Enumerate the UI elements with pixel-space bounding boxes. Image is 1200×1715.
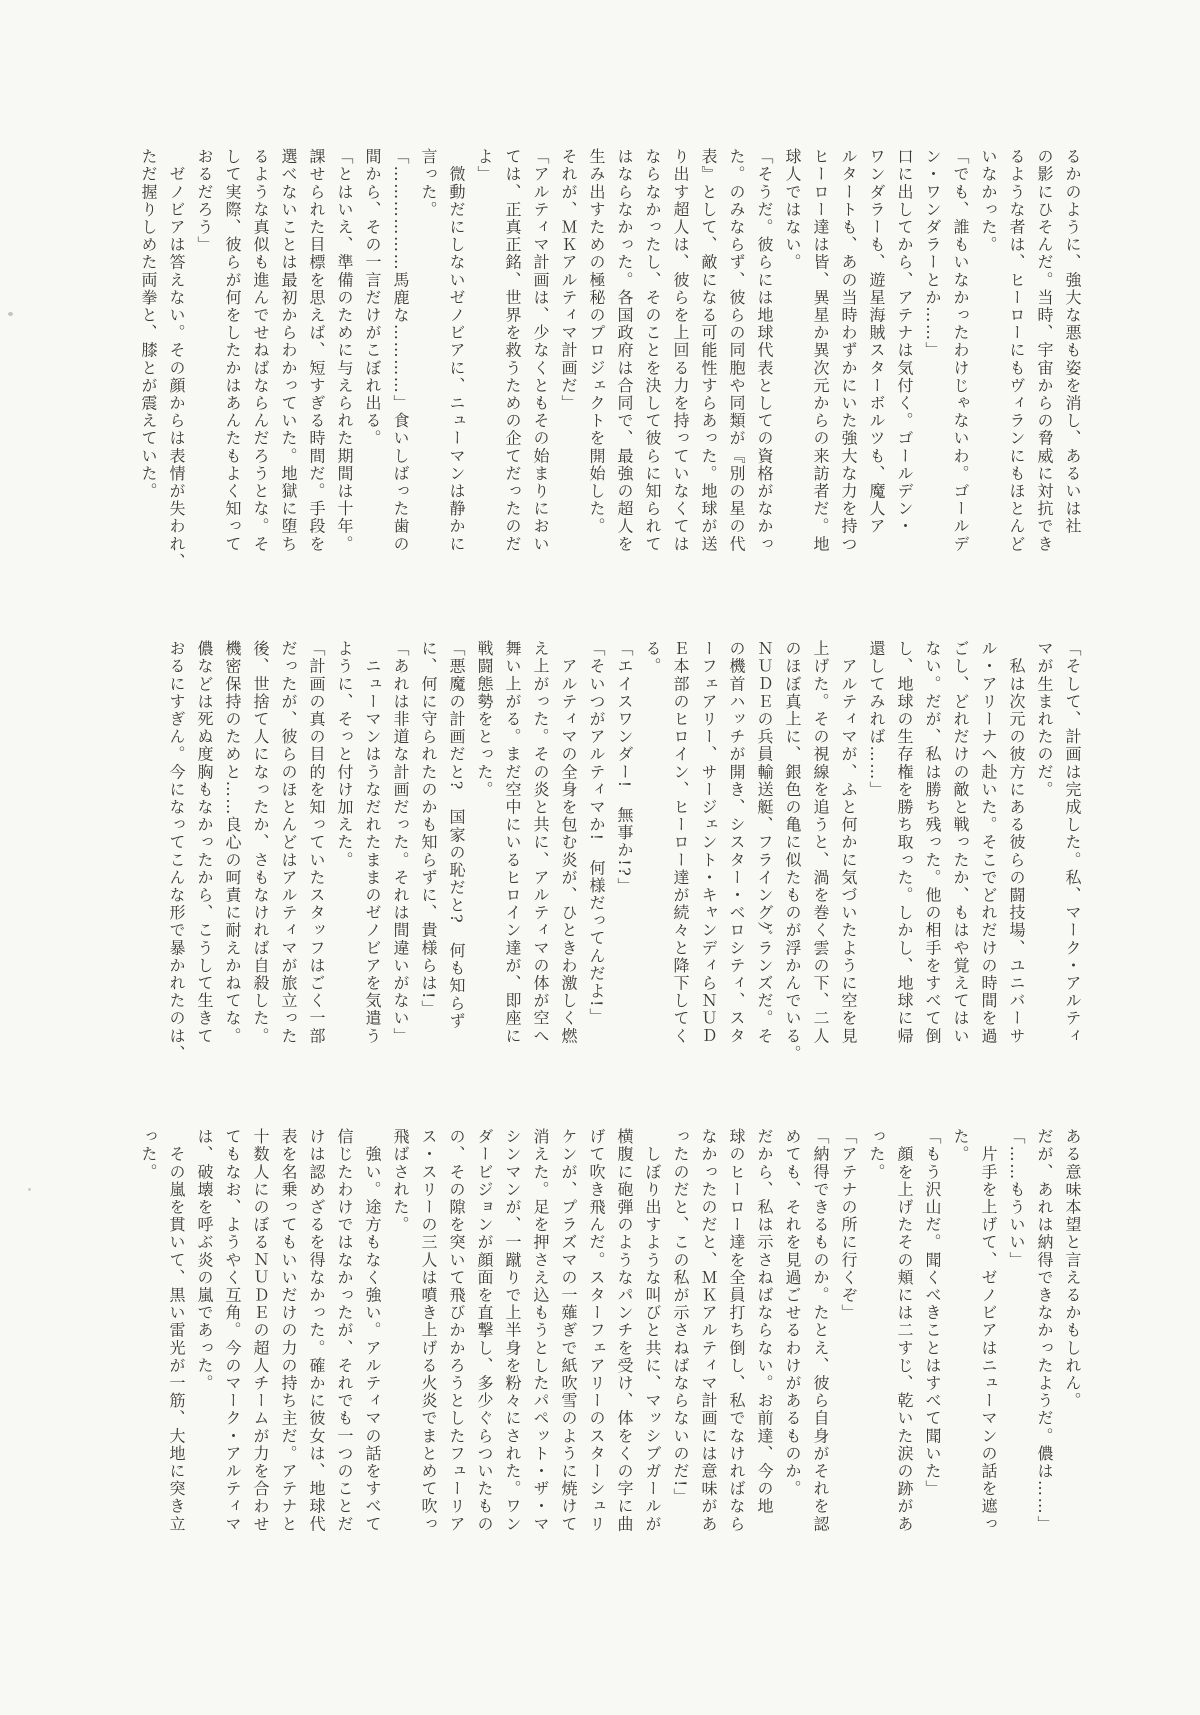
text-column: ては、正真正銘、世界を救うための企てだったのだ: [503, 148, 522, 553]
text-column: だから、私は示さねばならない。お前達、今の地: [755, 1128, 774, 1516]
text-column: 「悪魔の計画だと? 国家の恥だと? 何も知らず: [447, 640, 466, 1030]
text-column: 「納得できるものか。たとえ、彼ら自身がそれを認: [811, 1128, 830, 1533]
text-column: 上げた。その視線を追うと、渦を巻く雲の下、二人: [811, 640, 830, 1045]
text-column: ケンが、プラズマの一薙ぎで紙吹雪のように焼けて: [559, 1128, 578, 1533]
text-column: しぼり出すような叫びと共に、マッシブガールが: [643, 1128, 662, 1533]
text-column: 間から、その一言だけがこぼれ出る。: [363, 148, 382, 448]
text-column: 舞い上がる。まだ空中にいるヒロイン達が、即座に: [503, 640, 522, 1045]
text-column: し、地球の生存権を勝ち取った。しかし、地球に帰: [895, 640, 914, 1045]
text-column: った。: [867, 1128, 886, 1181]
text-column: 後、世捨て人になったか、さもなければ自殺した。: [251, 640, 270, 1045]
text-column: 「でも、誰もいなかったわけじゃないわ。ゴールデ: [951, 148, 970, 553]
text-column: に、何に守られたのかも知らずに、貴様らは!」: [419, 640, 438, 1018]
text-column: おるにすぎん。今になってこんな形で暴かれたのは、: [167, 640, 186, 1063]
scan-speck: [28, 1188, 31, 1191]
text-column: の機首ハッチが開き、シスター・ベロシティ、スタ: [727, 640, 746, 1045]
text-column: 生み出すための極秘のプロジェクトを開始した。: [587, 148, 606, 536]
text-column: る。: [643, 640, 662, 676]
text-column: るような者は、ヒーローにもヴィランにもほとんど: [1007, 148, 1026, 553]
text-column: 「エイスワンダー! 無事か!?」: [615, 640, 634, 896]
text-band-top: [134, 148, 1086, 580]
text-column: シンマンが、一蹴りで上半身を粉々にされた。ワン: [503, 1128, 522, 1533]
text-column: 強い。途方もなく強い。アルティマの話をすべて: [363, 1128, 382, 1533]
text-column: ただ握りしめた両拳と、膝とが震えていた。: [139, 148, 158, 500]
text-column: の、その隙を突いて飛びかかろうとしたフューリア: [447, 1128, 466, 1533]
text-column: ワンダラーも、遊星海賊スターボルツも、魔人ア: [867, 148, 886, 536]
text-column: アルティマが、ふと何かに気づいたように空を見: [839, 640, 858, 1045]
text-column: 「とはいえ、準備のために与えられた期間は十年。: [335, 148, 354, 553]
text-column: 信じたわけではなかったが、それでも一つのことだ: [335, 1128, 354, 1533]
text-column: 「アテナの所に行くぞ」: [839, 1128, 858, 1322]
text-column: 「そいつがアルティマか! 何様だってんだよ!」: [587, 640, 606, 1026]
text-column: 言った。: [419, 148, 438, 219]
text-column: だが、あれは納得できなかったようだ。儂は……」: [1035, 1128, 1054, 1533]
text-column: 球のヒーロー達を全員打ち倒し、私でなければなら: [727, 1128, 746, 1533]
text-column: 「そして、計画は完成した。私、マーク・アルティ: [1063, 640, 1082, 1045]
text-column: のほぼ真上に、銀色の亀に似たものが浮かんでいる。: [783, 640, 802, 1063]
text-column: 球人ではない。: [783, 148, 802, 272]
text-column: 横腹に砲弾のようなパンチを受け、体をくの字に曲: [615, 1128, 634, 1533]
text-column: ダービジョンが顔面を直撃し、多少ぐらついたもの: [475, 1128, 494, 1533]
text-column: 「あれは非道な計画だった。それは間違いがない」: [391, 640, 410, 1045]
text-column: ニューマンはうなだれたままのゼノビアを気遣う: [363, 640, 382, 1045]
text-column: マが生まれたのだ。: [1035, 640, 1054, 799]
text-column: ない。だが、私は勝ち残った。他の相手をすべて倒: [923, 640, 942, 1045]
text-column: 課せられた目標を思えば、短すぎる時間だ。手段を: [307, 148, 326, 553]
scan-speck: [8, 312, 13, 316]
text-column: 口に出してから、アテナは気付く。ゴールデン・: [895, 148, 914, 536]
text-column: おるだろう」: [195, 148, 214, 254]
text-column: 片手を上げて、ゼノビアはニューマンの話を遮っ: [979, 1128, 998, 1533]
text-column: 選べないことは最初からわかっていた。地獄に堕ち: [279, 148, 298, 553]
text-column: それが、ＭＫアルティマ計画だ」: [559, 148, 578, 412]
text-column: 戦闘態勢をとった。: [475, 640, 494, 799]
text-column: 表を名乗ってもいいだけの力の持ち主だ。アテナと: [279, 1128, 298, 1533]
text-column: して実際、彼らが何をしたかはあんたもよく知って: [223, 148, 242, 553]
text-column: 消えた。足を押さえ込もうとしたパペット・ザ・マ: [531, 1128, 550, 1533]
text-column: 「計画の真の目的を知っていたスタッフはごく一部: [307, 640, 326, 1045]
text-column: Ｅ本部のヒロイン、ヒーロー達が続々と降下してく: [671, 640, 690, 1045]
text-column: ゼノビアは答えない。その顔からは表情が失われ、: [167, 148, 186, 571]
text-column: その嵐を貫いて、黒い雷光が一筋、大地に突き立: [167, 1128, 186, 1533]
text-column: なかったのだと、ＭＫアルティマ計画には意味があ: [699, 1128, 718, 1533]
text-column: るかのように、強大な悪も姿を消し、あるいは社: [1063, 148, 1082, 536]
text-column: 飛ばされた。: [391, 1128, 410, 1234]
text-band-middle: [162, 640, 1086, 1084]
text-column: ように、そっと付け加えた。: [335, 640, 354, 869]
text-column: ある意味本望と言えるかもしれん。: [1063, 1128, 1082, 1410]
text-column: 微動だにしないゼノビアに、ニューマンは静かに: [447, 148, 466, 553]
text-column: 機密保持のためと……良心の呵責に耐えかねてな。: [223, 640, 242, 1045]
text-column: 「……もういい」: [1007, 1128, 1026, 1269]
text-column: めても、それを見過ごせるわけがあるものか。: [783, 1128, 802, 1498]
text-column: は、破壊を呼ぶ炎の嵐であった。: [195, 1128, 214, 1392]
text-column: けは認めざるを得なかった。確かに彼女は、地球代: [307, 1128, 326, 1533]
text-band-bottom: [134, 1128, 1086, 1572]
text-column: てもなお、ようやく互角。今のマーク・アルティマ: [223, 1128, 242, 1533]
text-column: 儂などは死ぬ度胸もなかったから、こうして生きて: [195, 640, 214, 1045]
text-column: いなかった。: [979, 148, 998, 254]
text-column: 「もう沢山だ。聞くべきことはすべて聞いた」: [923, 1128, 942, 1498]
text-column: よ」: [475, 148, 494, 184]
text-column: った。: [139, 1128, 158, 1181]
text-column: ごし、どれだけの敵と戦ったか、もはや覚えてはい: [951, 640, 970, 1045]
text-column: え上がった。その炎と共に、アルティマの体が空へ: [531, 640, 550, 1045]
text-column: 私は次元の彼方にある彼らの闘技場、ユニバーサ: [1007, 640, 1026, 1045]
text-column: た。のみならず、彼らの同胞や同類が『別の星の代: [727, 148, 746, 553]
text-column: はならなかった。各国政府は合同で、最強の超人を: [615, 148, 634, 553]
text-column: 十数人にのぼるＮＵＤＥの超人チームが力を合わせ: [251, 1128, 270, 1533]
text-column: げて吹き飛んだ。スターフェアリーのスターシュリ: [587, 1128, 606, 1533]
text-column: ン・ワンダラーとか……」: [923, 148, 942, 360]
text-column: り出す超人は、彼らを上回る力を持っていなくては: [671, 148, 690, 553]
text-column: アルティマの全身を包む炎が、ひときわ激しく燃: [559, 640, 578, 1045]
text-column: 還してみれば……」: [867, 640, 886, 799]
text-column: ＮＵＤＥの兵員輸送艇、フライングｸﾞランズだ。そ: [755, 640, 774, 1045]
text-column: 「そうだ。彼らには地球代表としての資格がなかっ: [755, 148, 774, 553]
text-column: だったが、彼らのほとんどはアルティマが旅立った: [279, 640, 298, 1045]
text-column: ーフェアリー、サージェント・キャンディらＮＵＤ: [699, 640, 718, 1045]
text-column: ル・アリーナへ赴いた。そこでどれだけの時間を過: [979, 640, 998, 1045]
text-column: ならなかったし、そのことを決して彼らに知られて: [643, 148, 662, 553]
text-column: 「………………馬鹿な…………」食いしばった歯の: [391, 148, 410, 553]
text-column: ヒーロー達は皆、異星か異次元からの来訪者だ。地: [811, 148, 830, 553]
text-column: の影にひそんだ。当時、宇宙からの脅威に対抗でき: [1035, 148, 1054, 553]
text-column: ったのだと、この私が示さねばならないのだ!」: [671, 1128, 690, 1506]
text-column: ルタートも、あの当時わずかにいた強大な力を持つ: [839, 148, 858, 553]
text-column: 表』として、敵になる可能性すらあった。地球が送: [699, 148, 718, 553]
text-column: 「アルティマ計画は、少なくともその始まりにおい: [531, 148, 550, 553]
text-column: た。: [951, 1128, 970, 1164]
text-column: 顔を上げたその頬には二すじ、乾いた涙の跡があ: [895, 1128, 914, 1533]
text-column: るような真似も進んでせねばならんだろうとな。そ: [251, 148, 270, 553]
text-column: ス・スリーの三人は噴き上げる火炎でまとめて吹っ: [419, 1128, 438, 1533]
